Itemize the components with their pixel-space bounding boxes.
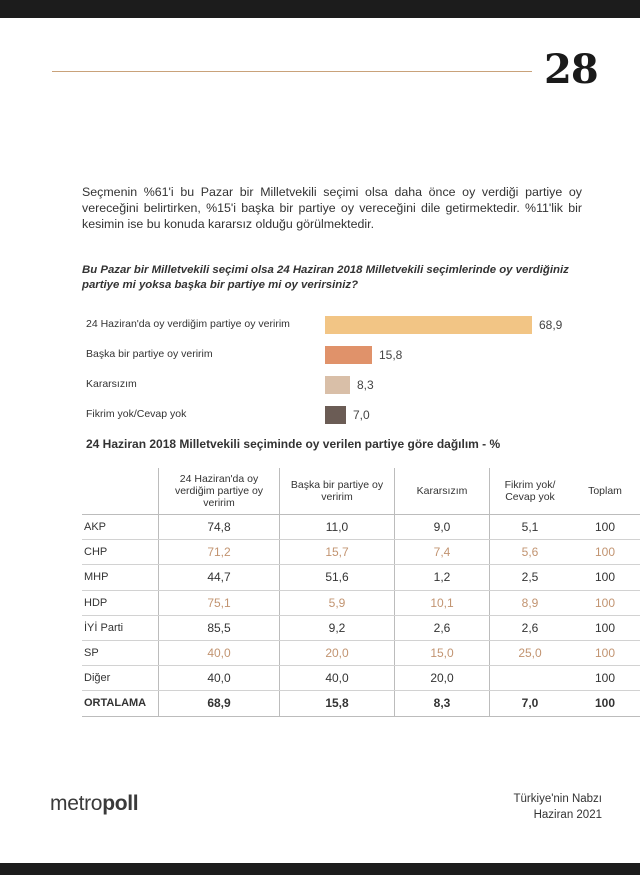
table-row [82,590,640,615]
cell-other-party: 20,0 [280,640,395,665]
cell-undecided: 1,2 [395,565,490,590]
party-name: CHP [82,540,159,565]
header-rule [52,71,532,72]
bar [325,376,350,394]
cell-other-party: 51,6 [280,565,395,590]
bar-label: Kararsızım [86,378,137,390]
cell-other-party: 9,2 [280,615,395,640]
cell-total: 100 [570,666,640,691]
page-number: 28 [544,46,598,93]
party-name: AKP [82,515,159,540]
intro-paragraph: Seçmenin %61'i bu Pazar bir Milletvekili seçimi olsa daha önce oy verdiği partiye oy vereceğini belirtirken, %15'i başka bir partiye oy vereceğini dile getirmektedir. %11'lik bir kesimin ise bu konuda kararsız olduğu görülmektedir. [82,185,582,231]
cell-undecided: 10,1 [395,590,490,615]
cell-same-party: 75,1 [159,590,280,615]
table-header-undecided: Kararsızım [395,468,490,515]
bar [325,316,532,334]
bar-row [82,376,602,394]
cell-total: 100 [570,615,640,640]
cell-undecided: 7,4 [395,540,490,565]
table-header-other-party: Başka bir partiye oy veririm [280,468,395,515]
cell-total: 100 [570,515,640,540]
party-name: HDP [82,590,159,615]
table-title: 24 Haziran 2018 Milletvekili seçiminde oy verilen partiye göre dağılım - % [86,437,501,451]
cell-no-opinion: 7,0 [490,691,571,716]
bar-value-label: 15,8 [379,348,403,362]
logo-bold: poll [102,792,139,815]
bar-track [325,316,625,334]
cell-total: 100 [570,540,640,565]
cell-undecided: 9,0 [395,515,490,540]
party-name: ORTALAMA [82,691,159,716]
cell-undecided: 20,0 [395,666,490,691]
cell-same-party: 68,9 [159,691,280,716]
table-row [82,540,640,565]
table-row [82,515,640,540]
party-name: MHP [82,565,159,590]
footer-line-1: Türkiye'nin Nabzı [513,793,602,805]
table-header-corner [82,468,159,515]
table-row-average [82,691,640,716]
cell-same-party: 85,5 [159,615,280,640]
cell-other-party: 15,8 [280,691,395,716]
cell-no-opinion: 2,5 [490,565,571,590]
bar-row [82,406,602,424]
table-row [82,615,640,640]
cell-same-party: 40,0 [159,666,280,691]
bar-row [82,316,602,334]
cell-no-opinion: 2,6 [490,615,571,640]
party-name: SP [82,640,159,665]
cell-no-opinion: 5,1 [490,515,571,540]
top-band [0,0,640,18]
logo-light: metro [50,792,103,815]
bar-label: Fikrim yok/Cevap yok [86,408,187,420]
bar-track [325,406,625,424]
bar [325,406,346,424]
bar-value-label: 8,3 [357,378,374,392]
bar-label: Başka bir partiye oy veririm [86,348,213,360]
cell-total: 100 [570,640,640,665]
table-header-same-party: 24 Haziran'da oy verdiğim partiye oy veririm [159,468,280,515]
party-name: İYİ Parti [82,615,159,640]
table-row [82,666,640,691]
cell-total: 100 [570,590,640,615]
cell-total: 100 [570,565,640,590]
bar [325,346,372,364]
cell-undecided: 15,0 [395,640,490,665]
cell-same-party: 74,8 [159,515,280,540]
bar-track [325,346,625,364]
footer-line-2: Haziran 2021 [533,809,602,821]
bar-label: 24 Haziran'da oy verdiğim partiye oy veririm [86,318,290,330]
cell-total: 100 [570,691,640,716]
cell-other-party: 40,0 [280,666,395,691]
bar-value-label: 7,0 [353,408,370,422]
table-header-total: Toplam [570,468,640,515]
cell-same-party: 71,2 [159,540,280,565]
cell-same-party: 44,7 [159,565,280,590]
table-header-no-opinion: Fikrim yok/ Cevap yok [490,468,571,515]
survey-question: Bu Pazar bir Milletvekili seçimi olsa 24 Haziran 2018 Milletvekili seçimlerinde oy verdiğiniz partiye mi yoksa başka bir partiye mi oy verirsiniz? [82,264,569,291]
cell-no-opinion: 25,0 [490,640,571,665]
footer-text [480,791,602,823]
cell-other-party: 5,9 [280,590,395,615]
bar-value-label: 68,9 [539,318,563,332]
cell-same-party: 40,0 [159,640,280,665]
cell-other-party: 15,7 [280,540,395,565]
cell-no-opinion [490,666,571,691]
table-row [82,640,640,665]
cell-undecided: 2,6 [395,615,490,640]
party-name: Diğer [82,666,159,691]
distribution-table [82,468,640,717]
cell-other-party: 11,0 [280,515,395,540]
cell-undecided: 8,3 [395,691,490,716]
bottom-band [0,863,640,875]
cell-no-opinion: 5,6 [490,540,571,565]
cell-no-opinion: 8,9 [490,590,571,615]
table-row [82,565,640,590]
bar-row [82,346,602,364]
bar-track [325,376,625,394]
metropoll-logo [50,792,138,816]
